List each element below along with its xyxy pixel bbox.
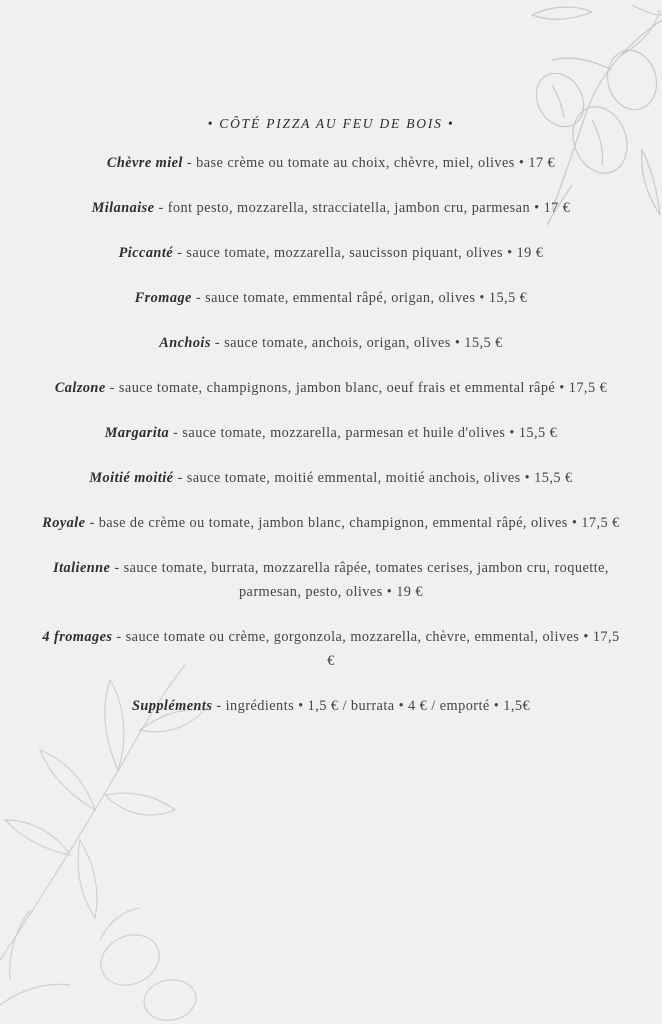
item-name: Milanaise [91,200,155,216]
menu-item [40,556,622,604]
item-name: Calzone [54,380,106,396]
item-name: Chèvre miel [106,155,183,171]
menu-item [40,421,622,445]
item-description: - sauce tomate, emmental râpé, origan, olives • 15,5 € [191,290,528,306]
item-name: Royale [42,515,86,531]
item-description: - sauce tomate, mozzarella, saucisson piquant, olives • 19 € [173,245,544,261]
menu-item [40,331,622,355]
menu-item [40,466,622,490]
item-description: - font pesto, mozzarella, stracciatella, jambon cru, parmesan • 17 € [154,200,571,216]
item-name: Moitié moitié [89,470,174,486]
item-name: Italienne [53,560,111,576]
menu-item [40,241,622,265]
item-description: - sauce tomate, burrata, mozzarella râpée, tomates cerises, jambon cru, roquette, parmesan, pesto, olives • 19 € [110,560,609,600]
item-description: - sauce tomate, mozzarella, parmesan et huile d'olives • 15,5 € [169,425,558,441]
menu-item [40,286,622,310]
menu-item [40,625,622,673]
item-description: - sauce tomate ou crème, gorgonzola, mozzarella, chèvre, emmental, olives • 17,5 € [112,629,620,669]
item-description: - base de crème ou tomate, jambon blanc, champignon, emmental râpé, olives • 17,5 € [85,515,620,531]
menu-item [40,151,622,175]
item-description: - sauce tomate, moitié emmental, moitié anchois, olives • 15,5 € [173,470,573,486]
item-description: - sauce tomate, anchois, origan, olives • 15,5 € [210,335,503,351]
item-name: Margarita [104,425,170,441]
menu-item [40,694,622,718]
section-title: • CÔTÉ PIZZA AU FEU DE BOIS • [207,116,455,131]
item-description: - sauce tomate, champignons, jambon blanc, oeuf frais et emmental râpé • 17,5 € [105,380,608,396]
pizza-menu [40,111,622,739]
item-name: Piccanté [118,245,174,261]
menu-item [40,196,622,220]
item-name: 4 fromages [42,629,113,645]
item-name: Suppléments [131,698,213,714]
item-name: Anchois [159,335,211,351]
item-description: - base crème ou tomate au choix, chèvre, miel, olives • 17 € [182,155,556,171]
menu-item [40,511,622,535]
item-name: Fromage [134,290,192,306]
item-description: - ingrédients • 1,5 € / burrata • 4 € / emporté • 1,5€ [212,698,531,714]
menu-item [40,376,622,400]
